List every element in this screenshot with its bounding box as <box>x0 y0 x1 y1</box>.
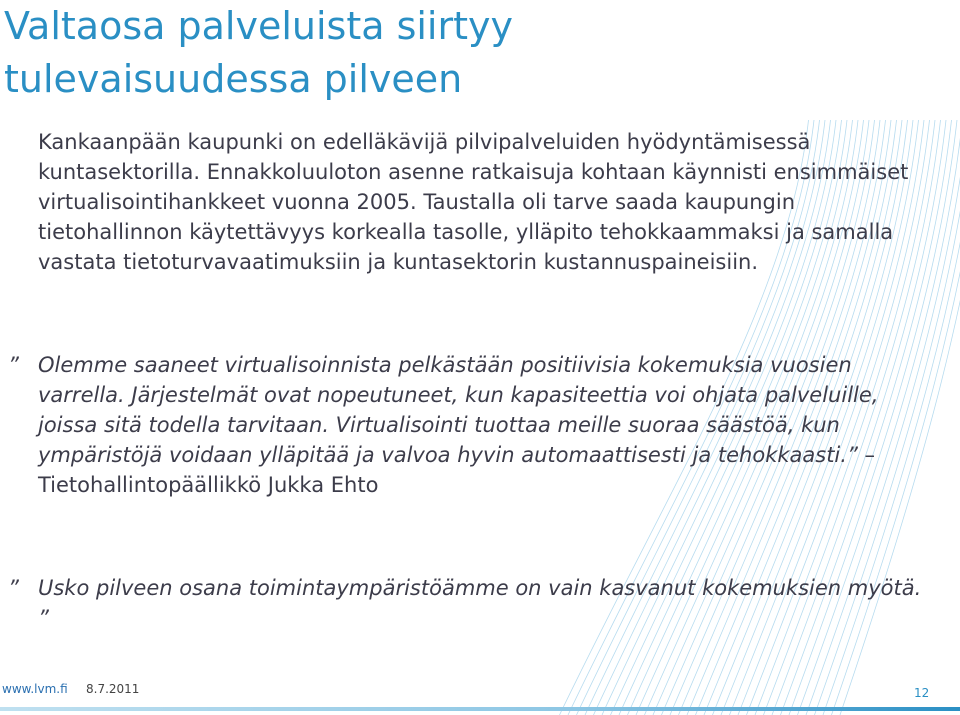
quote-jukka-ehto <box>8 350 938 500</box>
footer-divider <box>0 707 960 711</box>
quote-text: Usko pilveen osana toimintaympäristöämme on vain kasvanut kokemuksien myötä. ” <box>38 576 922 630</box>
quote-attribution: –Tietohallintopäällikkö Jukka Ehto <box>38 443 876 497</box>
page-number: 12 <box>914 686 930 700</box>
slide-title-line-1: Valtaosa palveluista siirtyy <box>4 4 513 48</box>
quote-mark: ” <box>8 576 19 600</box>
footer-date: 8.7.2011 <box>86 682 140 696</box>
slide-title <box>4 0 904 106</box>
body-paragraph: Kankaanpään kaupunki on edelläkävijä pilvipalveluiden hyödyntämisessä kuntasektorilla. Ennakkoluuloton asenne ratkaisuja kohtaan käynnisti ensimmäiset virtualisointihankkeet vuonna 2005. Taustalla oli tarve saada kaupungin tietohallinnon käytettävyys korkealla tasolle, ylläpito tehokkaammaksi ja samalla vastata tietoturvavaatimuksiin ja kuntasektorin kustannuspaineisiin. <box>38 130 909 274</box>
quote-cloud-trust <box>8 573 938 633</box>
footer-website-link[interactable]: www.lvm.fi <box>2 682 68 696</box>
slide-title-line-2: tulevaisuudessa pilveen <box>4 57 463 101</box>
quote-text: Olemme saaneet virtualisoinnista pelkästään positiivisia kokemuksia vuosien varrella. Järjestelmät ovat nopeutuneet, kun kapasiteettia voi ohjata palveluille, joissa sitä todella tarvitaan. Virtualisointi tuottaa meille suoraa säästöä, kun ympäristöjä voidaan ylläpitää ja valvoa hyvin automaattisesti ja tehokkaasti.” <box>38 353 879 467</box>
quote-mark: ” <box>8 353 19 377</box>
